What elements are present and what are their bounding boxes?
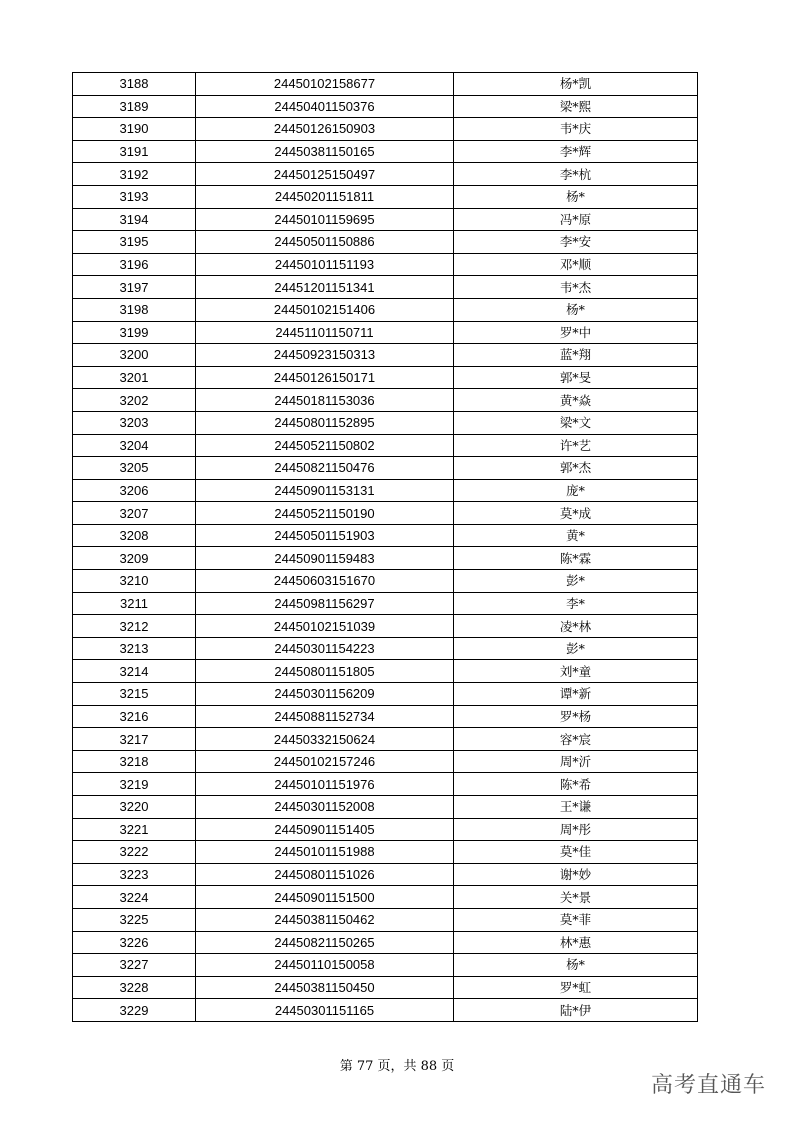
candidate-name-cell: 郭*杰	[454, 457, 698, 480]
table-row	[73, 344, 698, 367]
row-number-cell: 3227	[73, 954, 196, 977]
table-row	[73, 276, 698, 299]
table-row	[73, 570, 698, 593]
candidate-name-cell: 杨*	[454, 298, 698, 321]
table-row	[73, 163, 698, 186]
candidate-id-cell: 24450101151193	[196, 253, 454, 276]
candidate-id-cell: 24450181153036	[196, 389, 454, 412]
candidate-id-cell: 24450521150802	[196, 434, 454, 457]
table-row	[73, 321, 698, 344]
row-number-cell: 3203	[73, 411, 196, 434]
candidate-id-cell: 24450801152895	[196, 411, 454, 434]
candidate-id-cell: 24450332150624	[196, 728, 454, 751]
candidate-name-cell: 杨*	[454, 185, 698, 208]
row-number-cell: 3212	[73, 615, 196, 638]
row-number-cell: 3222	[73, 841, 196, 864]
row-number-cell: 3215	[73, 683, 196, 706]
candidate-name-cell: 杨*凯	[454, 73, 698, 96]
row-number-cell: 3205	[73, 457, 196, 480]
data-table	[72, 72, 698, 1022]
row-number-cell: 3214	[73, 660, 196, 683]
row-number-cell: 3208	[73, 524, 196, 547]
candidate-name-cell: 莫*菲	[454, 908, 698, 931]
candidate-name-cell: 蓝*翔	[454, 344, 698, 367]
candidate-id-cell: 24450102151406	[196, 298, 454, 321]
table-row	[73, 231, 698, 254]
candidate-id-cell: 24450125150497	[196, 163, 454, 186]
candidate-name-cell: 陈*霖	[454, 547, 698, 570]
candidate-id-cell: 24450201151811	[196, 185, 454, 208]
candidate-name-cell: 莫*佳	[454, 841, 698, 864]
row-number-cell: 3199	[73, 321, 196, 344]
candidate-id-cell: 24450923150313	[196, 344, 454, 367]
table-row	[73, 366, 698, 389]
row-number-cell: 3206	[73, 479, 196, 502]
candidate-name-cell: 容*宸	[454, 728, 698, 751]
row-number-cell: 3190	[73, 118, 196, 141]
row-number-cell: 3221	[73, 818, 196, 841]
candidate-id-cell: 24450521150190	[196, 502, 454, 525]
candidate-id-cell: 24450901151405	[196, 818, 454, 841]
candidate-name-cell: 陈*希	[454, 773, 698, 796]
candidate-id-cell: 24450126150903	[196, 118, 454, 141]
candidate-id-cell: 24450301152008	[196, 796, 454, 819]
table-row	[73, 818, 698, 841]
page-footer: 第 77 页，共 88 页	[339, 1059, 455, 1074]
candidate-name-cell: 谭*新	[454, 683, 698, 706]
row-number-cell: 3188	[73, 73, 196, 96]
watermark-logo: 高考直通车	[650, 1073, 766, 1098]
candidate-name-cell: 庞*	[454, 479, 698, 502]
table-row	[73, 660, 698, 683]
row-number-cell: 3225	[73, 908, 196, 931]
table-row	[73, 931, 698, 954]
candidate-id-cell: 24450821150265	[196, 931, 454, 954]
row-number-cell: 3200	[73, 344, 196, 367]
row-number-cell: 3194	[73, 208, 196, 231]
row-number-cell: 3226	[73, 931, 196, 954]
table-row	[73, 592, 698, 615]
candidate-name-cell: 陆*伊	[454, 999, 698, 1022]
row-number-cell: 3192	[73, 163, 196, 186]
table-row	[73, 253, 698, 276]
table-row	[73, 908, 698, 931]
candidate-name-cell: 罗*虹	[454, 976, 698, 999]
candidate-name-cell: 周*沂	[454, 750, 698, 773]
candidate-id-cell: 24450801151026	[196, 863, 454, 886]
table-row	[73, 208, 698, 231]
candidate-id-cell: 24450501151903	[196, 524, 454, 547]
candidate-name-cell: 彭*	[454, 637, 698, 660]
candidate-id-cell: 24450101151976	[196, 773, 454, 796]
row-number-cell: 3229	[73, 999, 196, 1022]
row-number-cell: 3211	[73, 592, 196, 615]
table-row	[73, 637, 698, 660]
candidate-name-cell: 邓*顺	[454, 253, 698, 276]
row-number-cell: 3198	[73, 298, 196, 321]
row-number-cell: 3202	[73, 389, 196, 412]
table-row	[73, 95, 698, 118]
candidate-name-cell: 黄*	[454, 524, 698, 547]
table-row	[73, 389, 698, 412]
table-row	[73, 502, 698, 525]
row-number-cell: 3219	[73, 773, 196, 796]
candidate-id-cell: 24450102158677	[196, 73, 454, 96]
row-number-cell: 3218	[73, 750, 196, 773]
table-row	[73, 976, 698, 999]
candidate-id-cell: 24450501150886	[196, 231, 454, 254]
candidate-name-cell: 许*艺	[454, 434, 698, 457]
table-row	[73, 705, 698, 728]
candidate-name-cell: 关*景	[454, 886, 698, 909]
candidate-id-cell: 24450102157246	[196, 750, 454, 773]
candidate-id-cell: 24450901151500	[196, 886, 454, 909]
table-row	[73, 457, 698, 480]
candidate-name-cell: 周*彤	[454, 818, 698, 841]
table-body	[73, 73, 698, 1022]
table-row	[73, 841, 698, 864]
row-number-cell: 3209	[73, 547, 196, 570]
candidate-name-cell: 刘*童	[454, 660, 698, 683]
candidate-id-cell: 24450901153131	[196, 479, 454, 502]
table-row	[73, 298, 698, 321]
table-row	[73, 886, 698, 909]
table-row	[73, 434, 698, 457]
candidate-name-cell: 凌*林	[454, 615, 698, 638]
candidate-id-cell: 24450102151039	[196, 615, 454, 638]
candidate-name-cell: 韦*庆	[454, 118, 698, 141]
table-row	[73, 683, 698, 706]
row-number-cell: 3189	[73, 95, 196, 118]
table-row	[73, 185, 698, 208]
candidate-id-cell: 24450821150476	[196, 457, 454, 480]
candidate-id-cell: 24450381150462	[196, 908, 454, 931]
candidate-name-cell: 罗*中	[454, 321, 698, 344]
candidate-id-cell: 24450126150171	[196, 366, 454, 389]
row-number-cell: 3213	[73, 637, 196, 660]
table-row	[73, 999, 698, 1022]
candidate-name-cell: 李*	[454, 592, 698, 615]
candidate-id-cell: 24450881152734	[196, 705, 454, 728]
candidate-id-cell: 24450301151165	[196, 999, 454, 1022]
candidate-id-cell: 24450603151670	[196, 570, 454, 593]
table-row	[73, 750, 698, 773]
table-row	[73, 140, 698, 163]
row-number-cell: 3210	[73, 570, 196, 593]
candidate-name-cell: 梁*文	[454, 411, 698, 434]
row-number-cell: 3191	[73, 140, 196, 163]
candidate-id-cell: 24450101159695	[196, 208, 454, 231]
table-row	[73, 73, 698, 96]
candidate-name-cell: 杨*	[454, 954, 698, 977]
row-number-cell: 3195	[73, 231, 196, 254]
table-row	[73, 773, 698, 796]
candidate-name-cell: 谢*妙	[454, 863, 698, 886]
table-row	[73, 728, 698, 751]
row-number-cell: 3216	[73, 705, 196, 728]
row-number-cell: 3193	[73, 185, 196, 208]
candidate-name-cell: 莫*成	[454, 502, 698, 525]
table-row	[73, 118, 698, 141]
table-row	[73, 796, 698, 819]
candidate-name-cell: 郭*旻	[454, 366, 698, 389]
candidate-id-cell: 24451201151341	[196, 276, 454, 299]
candidate-id-cell: 24450101151988	[196, 841, 454, 864]
row-number-cell: 3220	[73, 796, 196, 819]
row-number-cell: 3204	[73, 434, 196, 457]
candidate-name-cell: 罗*杨	[454, 705, 698, 728]
candidate-name-cell: 彭*	[454, 570, 698, 593]
table-row	[73, 615, 698, 638]
row-number-cell: 3207	[73, 502, 196, 525]
candidate-id-cell: 24450401150376	[196, 95, 454, 118]
table-row	[73, 547, 698, 570]
row-number-cell: 3196	[73, 253, 196, 276]
candidate-name-cell: 李*安	[454, 231, 698, 254]
candidate-name-cell: 李*杭	[454, 163, 698, 186]
candidate-name-cell: 李*辉	[454, 140, 698, 163]
candidate-id-cell: 24450301154223	[196, 637, 454, 660]
candidate-id-cell: 24450110150058	[196, 954, 454, 977]
candidate-name-cell: 韦*杰	[454, 276, 698, 299]
table-row	[73, 479, 698, 502]
row-number-cell: 3201	[73, 366, 196, 389]
candidate-id-cell: 24451101150711	[196, 321, 454, 344]
table-row	[73, 954, 698, 977]
row-number-cell: 3197	[73, 276, 196, 299]
candidate-name-cell: 梁*熙	[454, 95, 698, 118]
candidate-name-cell: 王*谦	[454, 796, 698, 819]
row-number-cell: 3217	[73, 728, 196, 751]
row-number-cell: 3224	[73, 886, 196, 909]
candidate-name-cell: 林*惠	[454, 931, 698, 954]
candidate-name-cell: 黄*焱	[454, 389, 698, 412]
candidate-name-cell: 冯*原	[454, 208, 698, 231]
table-row	[73, 411, 698, 434]
candidate-id-cell: 24450981156297	[196, 592, 454, 615]
candidate-id-cell: 24450381150450	[196, 976, 454, 999]
candidate-id-cell: 24450901159483	[196, 547, 454, 570]
candidate-id-cell: 24450381150165	[196, 140, 454, 163]
table-row	[73, 863, 698, 886]
candidate-id-cell: 24450301156209	[196, 683, 454, 706]
row-number-cell: 3223	[73, 863, 196, 886]
table-row	[73, 524, 698, 547]
candidate-id-cell: 24450801151805	[196, 660, 454, 683]
row-number-cell: 3228	[73, 976, 196, 999]
